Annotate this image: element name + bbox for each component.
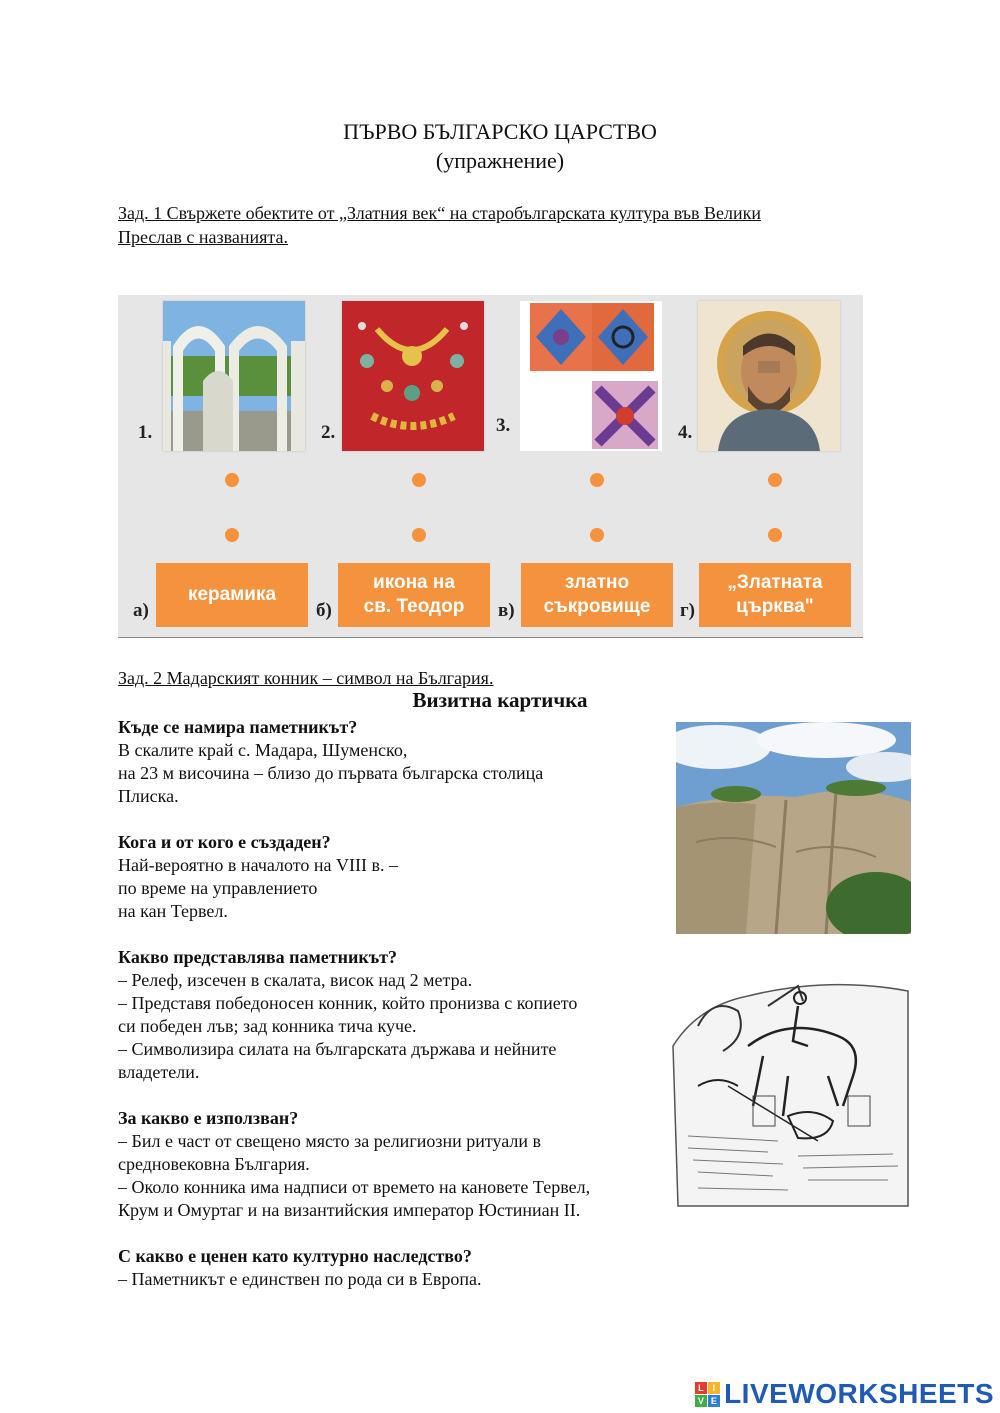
name-box-icon-line2: св. Теодор [363, 596, 465, 617]
photo-round-church [163, 301, 305, 451]
section-creation [118, 831, 658, 923]
section-heritage [118, 1245, 658, 1291]
name-box-icon [338, 563, 490, 627]
question-usage: За какво е използван? [118, 1108, 299, 1128]
answer-line: Най-вероятно в началото на VIII в. – [118, 855, 399, 875]
answer-line: Крум и Омуртаг и на византийския император Юстиниан II. [118, 1200, 581, 1220]
name-box-ceramics [156, 563, 308, 627]
icon-letter: L [695, 1382, 707, 1394]
drawing-madara-rider [668, 966, 911, 1212]
name-box-golden-church [699, 563, 851, 627]
answer-line: на 23 м височина – близо до първата българска столица [118, 763, 544, 783]
question-location: Къде се намира паметникът? [118, 717, 358, 737]
question-heritage: С какво е ценен като културно наследство? [118, 1246, 472, 1266]
answer-line: В скалите край с. Мадара, Шуменско, [118, 740, 408, 760]
answer-line: владетели. [118, 1062, 200, 1082]
number-4: 4. [678, 422, 693, 443]
letter-g: г) [680, 600, 695, 621]
icon-letter: V [695, 1395, 707, 1407]
photo-ceramics [520, 301, 662, 451]
answer-line: – Символизира силата на българската държава и нейните [118, 1039, 557, 1059]
brand-name: LIVEWORKSHEETS [724, 1378, 994, 1409]
photo-gold-treasure [342, 301, 484, 451]
letter-b: б) [316, 600, 332, 621]
answer-line: – Бил е част от свещено място за религиозни ритуали в [118, 1131, 541, 1151]
page-subtitle: (упражнение) [435, 148, 565, 173]
answer-line: – Около конника има надписи от времето на кановете Тервел, [118, 1177, 591, 1197]
connect-dot-bottom-3[interactable] [590, 528, 604, 542]
answer-line: на кан Тервел. [118, 901, 228, 921]
connect-dot-bottom-4[interactable] [768, 528, 782, 542]
section-location [118, 716, 658, 808]
matching-exercise-panel [118, 295, 863, 638]
icon-letter: E [708, 1395, 720, 1407]
connect-dot-top-3[interactable] [590, 473, 604, 487]
answer-line: си победен лъв; зад конника тича куче. [118, 1016, 417, 1036]
name-box-ceramics-line1: керамика [187, 584, 277, 605]
photo-icon-theodor [698, 301, 840, 451]
task2-label: Зад. 2 Мадарският конник – символ на България. [118, 668, 494, 688]
connect-dot-top-1[interactable] [225, 473, 239, 487]
letter-v: в) [498, 600, 515, 621]
answer-line: – Релеф, изсечен в скалата, висок над 2 метра. [118, 970, 473, 990]
answer-line: по време на управлението [118, 878, 318, 898]
task1-instruction-line2: Преслав с названията. [118, 227, 288, 247]
liveworksheets-logo[interactable] [695, 1378, 994, 1410]
number-1: 1. [138, 422, 153, 443]
answer-line: средновековна България. [118, 1154, 310, 1174]
connect-dot-top-2[interactable] [412, 473, 426, 487]
task1-instruction-line1: Зад. 1 Свържете обектите от „Златния век“ на старобългарската култура във Велики [118, 203, 762, 223]
icon-letter: I [708, 1382, 720, 1394]
page-title: ПЪРВО БЪЛГАРСКО ЦАРСТВО [343, 119, 657, 144]
connect-dot-bottom-1[interactable] [225, 528, 239, 542]
letter-a: а) [133, 600, 149, 621]
connect-dot-bottom-2[interactable] [412, 528, 426, 542]
card-text [118, 716, 658, 1291]
photo-madara-rock [676, 722, 911, 934]
card-title: Визитна картичка [412, 688, 588, 712]
number-3: 3. [496, 415, 511, 436]
answer-line: – Представя победоносен конник, който пронизва с копието [118, 993, 578, 1013]
question-creation: Кога и от кого е създаден? [118, 832, 331, 852]
connect-dot-top-4[interactable] [768, 473, 782, 487]
section-description [118, 946, 658, 1084]
name-box-treasure-line1: златно [564, 572, 630, 593]
liveworksheets-icon [695, 1382, 720, 1407]
name-box-church-line2: църква" [736, 596, 814, 617]
name-box-treasure [521, 563, 673, 627]
question-description: Какво представлява паметникът? [118, 947, 398, 967]
answer-line: Плиска. [118, 786, 179, 806]
number-2: 2. [321, 422, 336, 443]
answer-line: – Паметникът е единствен по рода си в Европа. [118, 1269, 482, 1289]
name-box-church-line1: „Златната [727, 572, 823, 593]
name-box-treasure-line2: съкровище [543, 596, 651, 617]
section-usage [118, 1107, 658, 1222]
name-box-icon-line1: икона на [373, 572, 455, 593]
